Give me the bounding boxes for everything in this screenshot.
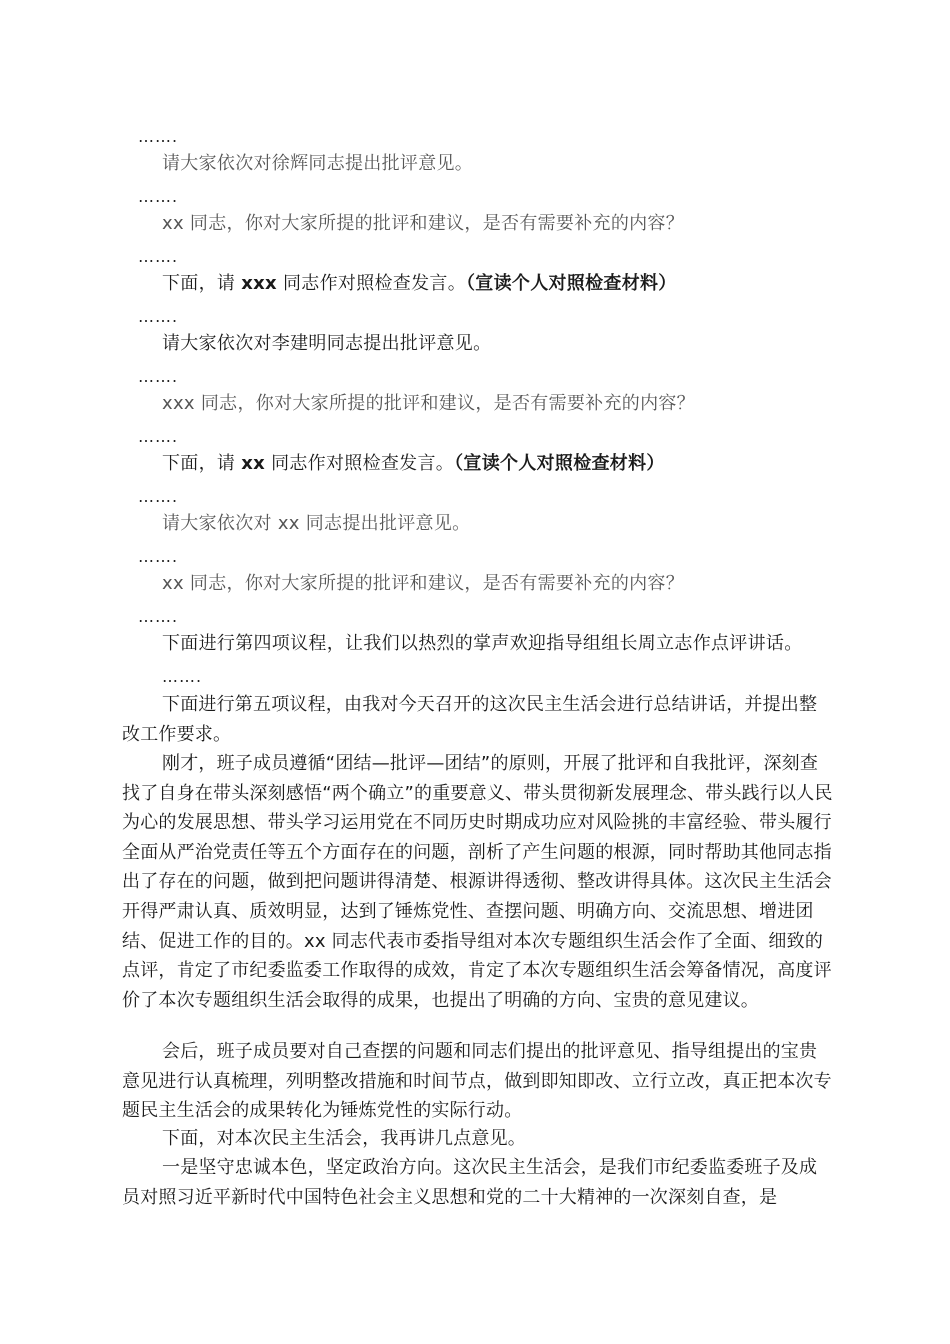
line-speech-xxx-name: xxx bbox=[241, 273, 277, 294]
line-criticize-lijianming: 请大家依次对李建明同志提出批评意见。 bbox=[162, 333, 492, 354]
ellipsis-2: ……. bbox=[138, 187, 179, 206]
ellipsis-4: ……. bbox=[138, 307, 179, 326]
line-supplement-xxx: xxx 同志，你对大家所提的批评和建议，是否有需要补充的内容？ bbox=[162, 393, 695, 414]
line-speech-xx-name: xx bbox=[241, 453, 266, 474]
ellipsis-7: ……. bbox=[138, 487, 179, 506]
line-agenda-four: 下面进行第四项议程，让我们以热烈的掌声欢迎指导组组长周立志作点评讲话。 bbox=[162, 633, 803, 654]
paragraph-after-meeting: 会后，班子成员要对自己查摆的问题和同志们提出的批评意见、指导组提出的宝贵意见进行认真梳理，列明整改措施和时间节点，做到即知即改、立行立改，真正把本次专题民主生活会的成果转化为锤炼党性的实际行动。 bbox=[122, 1041, 832, 1122]
line-speech-xx-note: （宣读个人对照检查材料） bbox=[454, 453, 665, 474]
paragraph-summary: 刚才，班子成员遵循“团结—批评—团结”的原则，开展了批评和自我批评，深刻查找了自身在带头深刻感悟“两个确立”的重要意义、带头贯彻新发展理念、带头践行以人民为心的发展思想、带头学习运用党在不同历史时期成功应对风险挑的丰富经验、带头履行全面从严治党责任等五个方面存在的问题，剖析了产生问题的根源，同时帮助其他同志指出了存在的问题，做到把问题讲得清楚、根源讲得透彻、整改讲得具体。这次民主生活会开得严肃认真、质效明显，达到了锤炼党性、查摆问题、明确方向、交流思想、增进团结、促进工作的目的。xx 同志代表市委指导组对本次专题组织生活会作了全面、细致的点评，肯定了市纪委监委工作取得的成效，肯定了本次专题组织生活会筹备情况，高度评价了本次专题组织生活会取得的成果，也提出了明确的方向、宝贵的意见建议。 bbox=[122, 753, 833, 1011]
paragraph-opinions-intro: 下面，对本次民主生活会，我再讲几点意见。 bbox=[162, 1128, 526, 1149]
line-criticize-xx: 请大家依次对 xx 同志提出批评意见。 bbox=[162, 513, 471, 534]
line-speech-xxx bbox=[162, 271, 677, 297]
line-speech-xx-suffix: 同志作对照检查发言。 bbox=[265, 453, 455, 474]
line-speech-xxx-prefix: 下面，请 bbox=[162, 273, 242, 294]
ellipsis-3: ……. bbox=[138, 247, 179, 266]
line-criticize-xuhui: 请大家依次对徐辉同志提出批评意见。 bbox=[162, 153, 474, 174]
line-supplement-xx-1: xx 同志，你对大家所提的批评和建议，是否有需要补充的内容？ bbox=[162, 213, 685, 234]
ellipsis-5: ……. bbox=[138, 367, 179, 386]
ellipsis-1: ……. bbox=[138, 127, 179, 146]
line-speech-xxx-suffix: 同志作对照检查发言。 bbox=[276, 273, 466, 294]
line-speech-xx-prefix: 下面，请 bbox=[162, 453, 242, 474]
ellipsis-9: ……. bbox=[138, 607, 179, 626]
line-supplement-xx-2: xx 同志，你对大家所提的批评和建议，是否有需要补充的内容？ bbox=[162, 573, 685, 594]
paragraph-agenda-five: 下面进行第五项议程，由我对今天召开的这次民主生活会进行总结讲话，并提出整改工作要求。 bbox=[122, 694, 818, 745]
line-speech-xxx-note: （宣读个人对照检查材料） bbox=[466, 273, 677, 294]
paragraph-point-one: 一是坚守忠诚本色，坚定政治方向。这次民主生活会，是我们市纪委监委班子及成员对照习近平新时代中国特色社会主义思想和党的二十大精神的一次深刻自查，是 bbox=[122, 1157, 818, 1208]
line-speech-xx bbox=[162, 451, 665, 477]
ellipsis-10: ……. bbox=[162, 667, 203, 686]
ellipsis-8: ……. bbox=[138, 547, 179, 566]
ellipsis-6: ……. bbox=[138, 427, 179, 446]
